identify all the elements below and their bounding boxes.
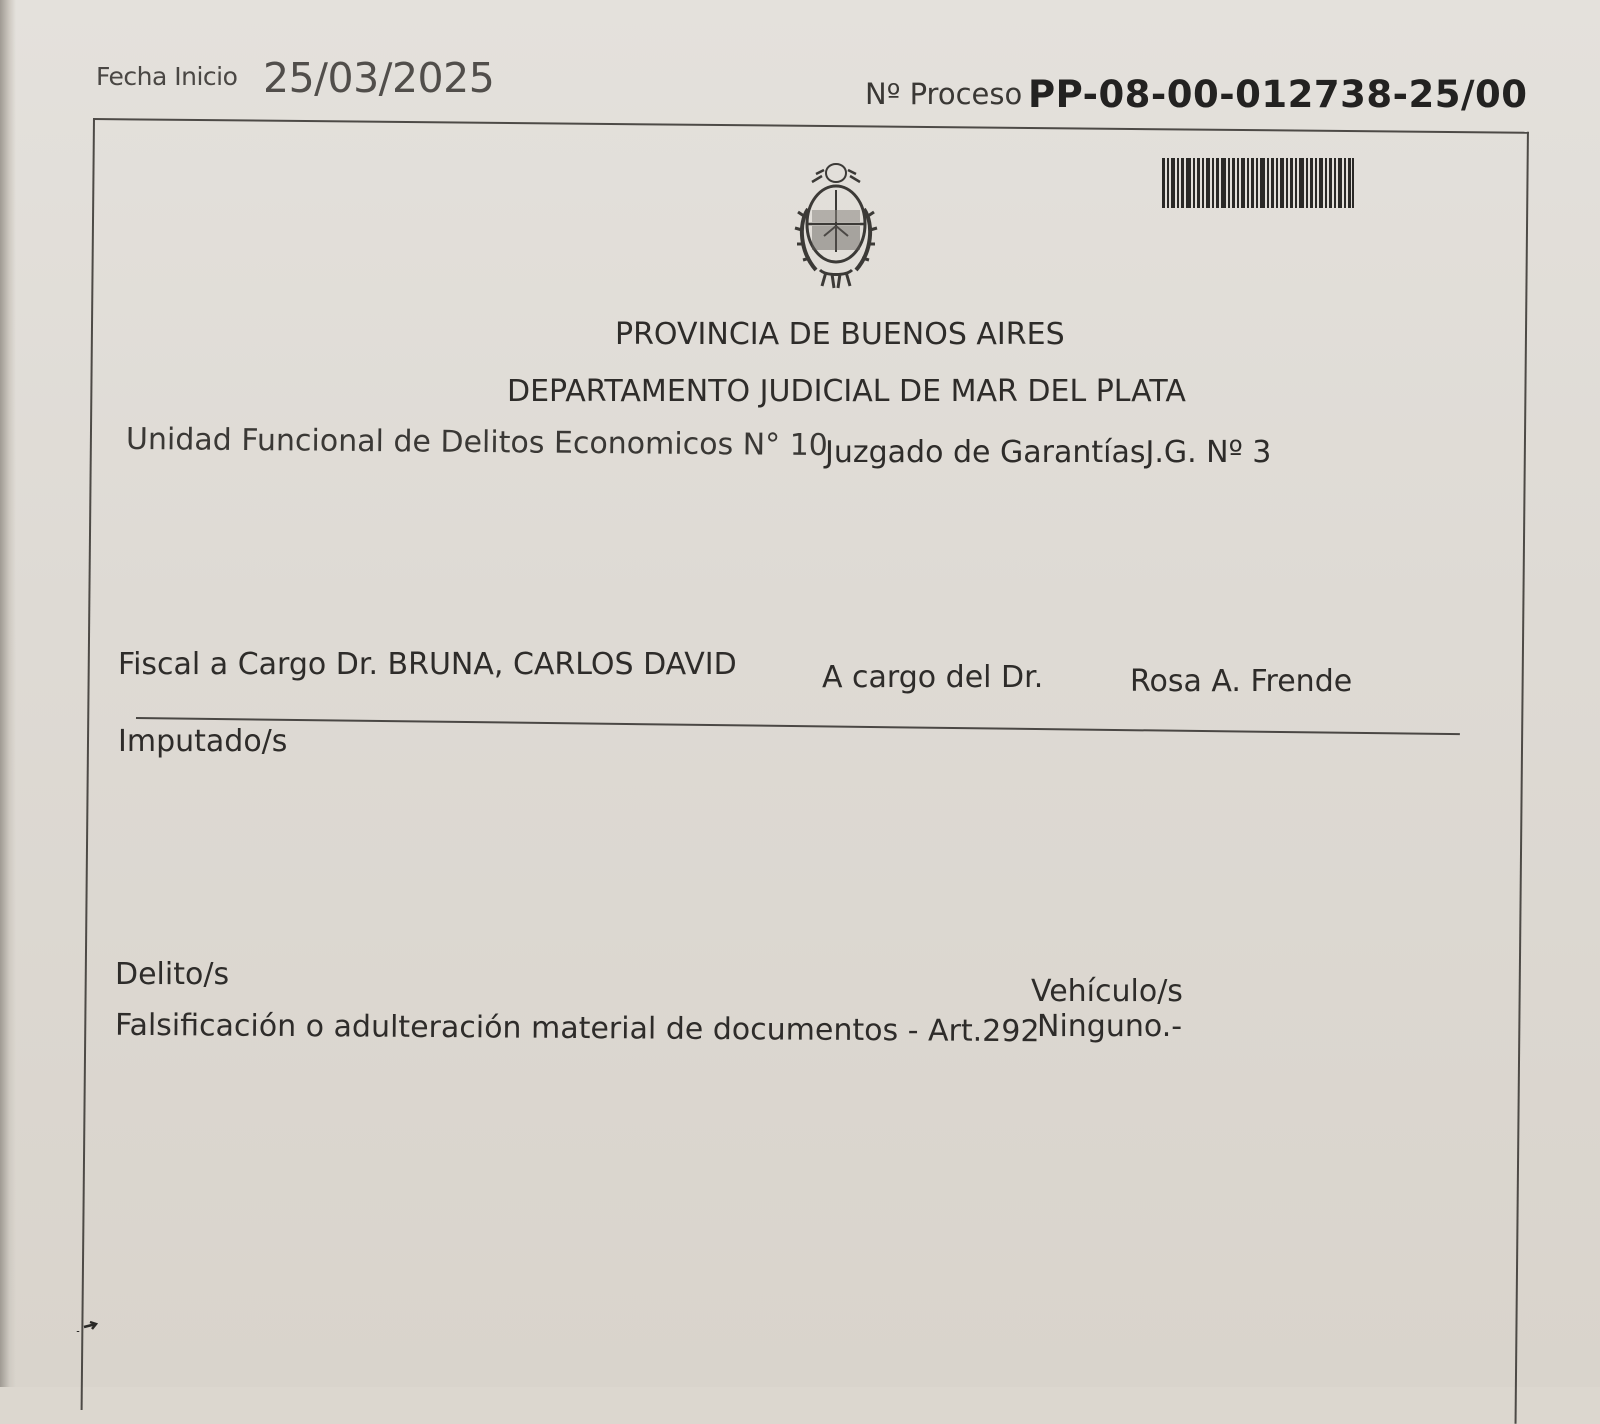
delitos-label: Delito/s <box>115 957 230 992</box>
provincia-heading: PROVINCIA DE BUENOS AIRES <box>615 317 1065 352</box>
barcode-icon <box>1162 158 1354 208</box>
a-cargo-label: A cargo del Dr. <box>822 660 1044 695</box>
a-cargo-nombre: Rosa A. Frende <box>1130 664 1353 699</box>
unidad-funcional-text: Unidad Funcional de Delitos Economicos N° 10 <box>125 421 829 464</box>
vehiculos-value: Ninguno.- <box>1037 1009 1183 1044</box>
fecha-inicio-value: 25/03/2025 <box>263 54 495 102</box>
imputados-label: Imputado/s <box>118 724 288 759</box>
page-edge-shadow <box>0 0 16 1387</box>
fecha-inicio-label: Fecha Inicio <box>96 62 238 91</box>
proceso-label: Nº Proceso <box>865 77 1023 111</box>
fiscal-a-cargo-text: Fiscal a Cargo Dr. BRUNA, CARLOS DAVID <box>118 647 737 682</box>
argentina-coat-of-arms-icon <box>786 154 886 294</box>
proceso-number: PP-08-00-012738-25/00 <box>1028 73 1528 116</box>
document-frame <box>81 118 1529 1424</box>
departamento-heading: DEPARTAMENTO JUDICIAL DE MAR DEL PLATA <box>507 374 1186 409</box>
vehiculos-label: Vehículo/s <box>1031 974 1183 1009</box>
pen-mark-icon <box>76 1320 100 1334</box>
juzgado-text: Juzgado de GarantíasJ.G. Nº 3 <box>825 435 1272 470</box>
delitos-value: Falsificación o adulteración material de documentos - Art.292 <box>114 1007 1040 1050</box>
